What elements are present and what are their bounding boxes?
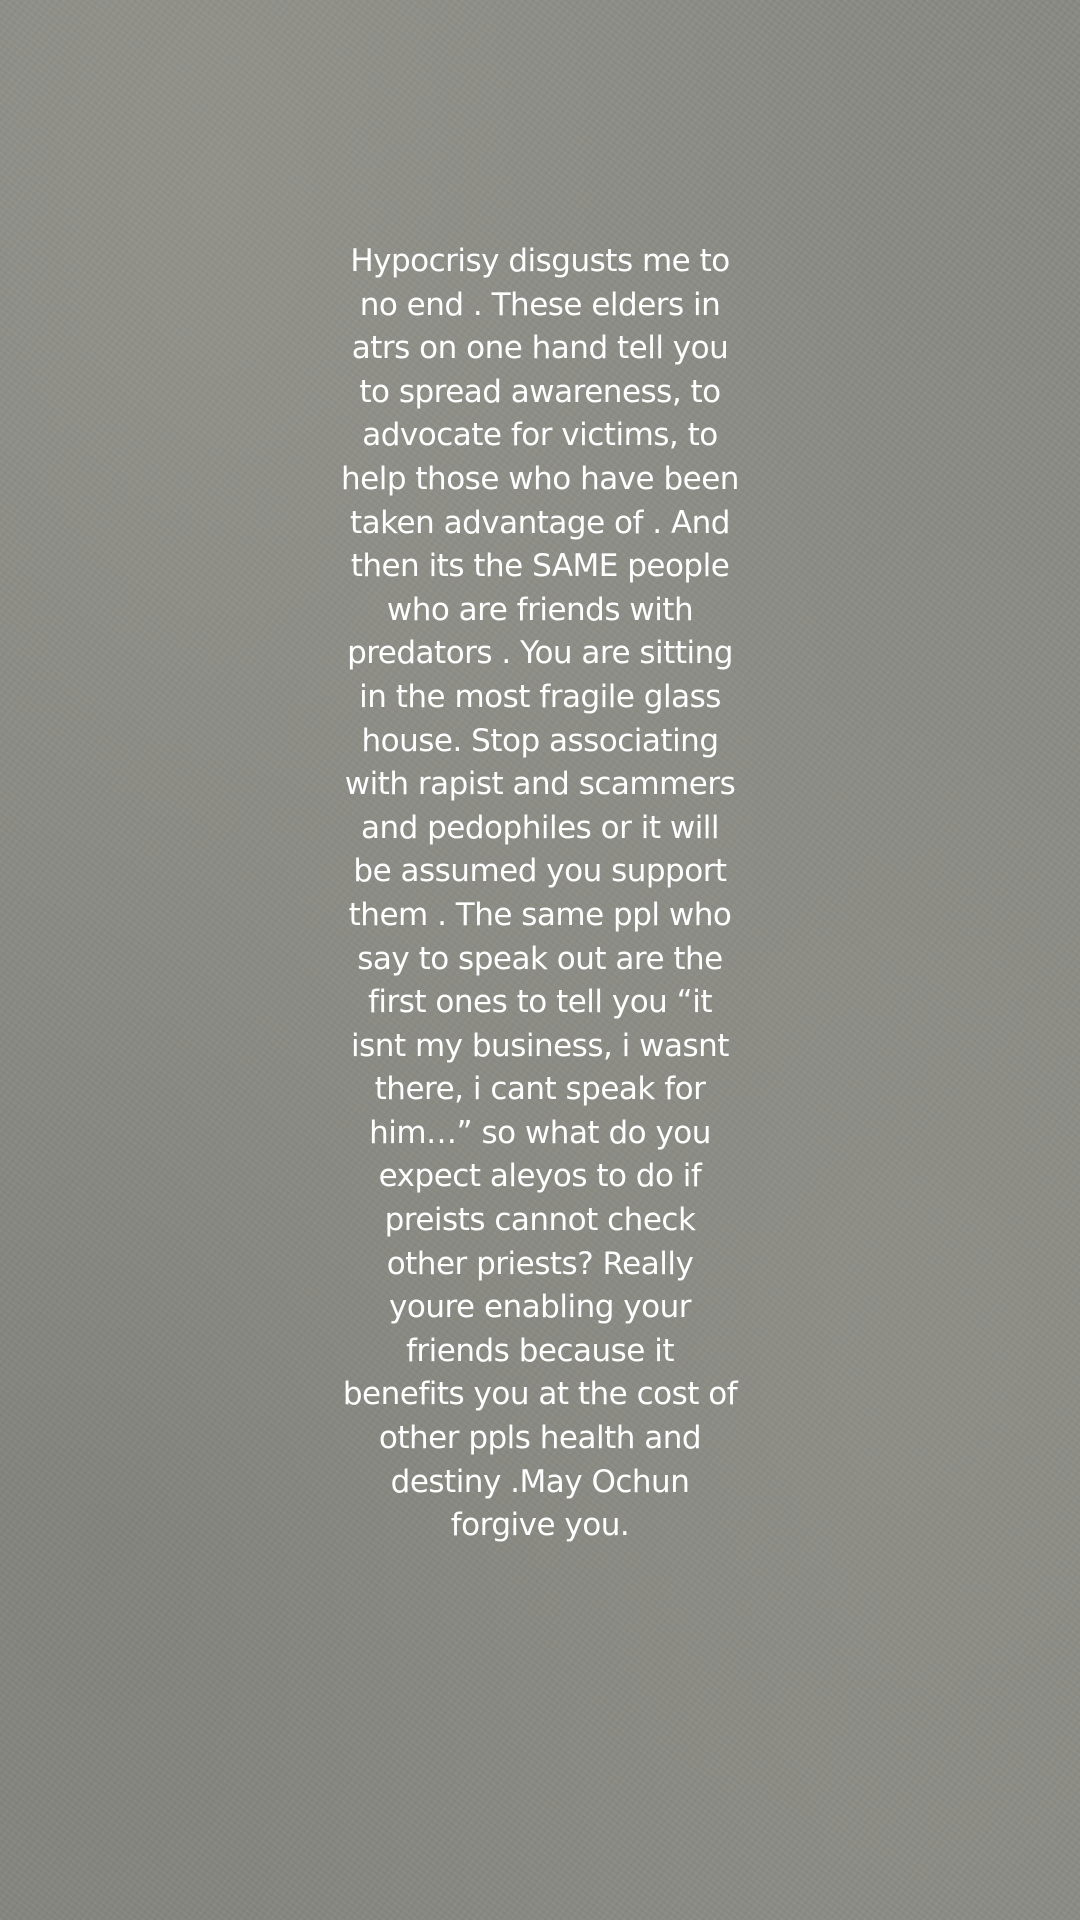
- story-text: Hypocrisy disgusts me to no end . These elders in atrs on one hand tell you to spread awareness, to advocate for victims, to help those who have been taken advantage of . And then its the SAME people who are friends with predators . You are sitting in the most fragile glass house. Stop associating with rapist and scammers and pedophiles or it will be assumed you support them . The same ppl who say to speak out are the first ones to tell you “it isnt my business, i wasnt there, i cant speak for him…” so what do you expect aleyos to do if preists cannot check other priests? Really youre enabling your friends because it benefits you at the cost of other ppls health and destiny .May Ochun forgive you.: [341, 243, 739, 1544]
